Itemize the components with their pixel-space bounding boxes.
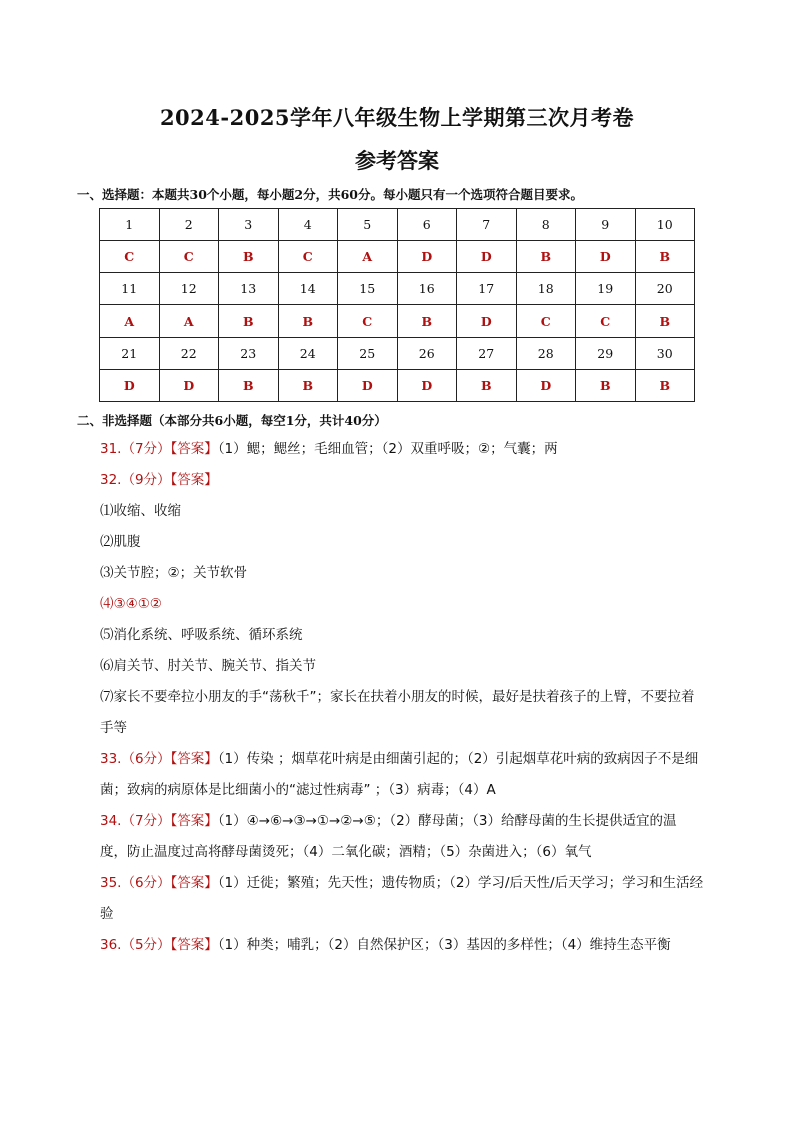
answer-text: ⑶关节腔；②；关节软骨 <box>100 565 248 581</box>
answer-cell: D <box>457 305 517 337</box>
section-2-heading: 二、非选择题（本部分共6小题，每空1分，共计40分） <box>77 413 387 428</box>
question-label: 33.（6分）【答案】 <box>100 751 218 767</box>
answer-cell: B <box>219 369 279 401</box>
question-number-cell: 12 <box>159 273 219 305</box>
answer-cell: C <box>159 241 219 273</box>
question-number-cell: 27 <box>457 337 517 369</box>
answer-line <box>100 465 730 496</box>
answer-line <box>100 496 730 527</box>
answer-text: ⑵肌腹 <box>100 534 141 550</box>
answer-text: （1）迁徙；繁殖；先天性；遗传物质；（2）学习/后天性/后天学习；学习和生活经 <box>217 875 704 891</box>
answer-table <box>99 208 695 402</box>
answer-line <box>100 930 730 961</box>
answer-line <box>100 899 730 930</box>
answer-cell: C <box>576 305 636 337</box>
answer-text: ⑹肩关节、肘关节、腕关节、指关节 <box>100 658 316 674</box>
answer-cell: B <box>635 369 695 401</box>
answer-cell: D <box>100 369 160 401</box>
answer-text: 验 <box>100 906 114 922</box>
answer-text: 度，防止温度过高将酵母菌烫死；（4）二氧化碳；酒精；（5）杂菌进入；（6）氧气 <box>100 844 592 860</box>
answer-row <box>100 241 695 273</box>
question-number-row <box>100 337 695 369</box>
question-number-cell: 9 <box>576 209 636 241</box>
answer-text: 手等 <box>100 720 127 736</box>
answer-line <box>100 620 730 651</box>
answer-line <box>100 527 730 558</box>
question-label: 34.（7分）【答案】 <box>100 813 218 829</box>
answer-line <box>100 651 730 682</box>
answer-cell: B <box>576 369 636 401</box>
answer-cell: D <box>397 369 457 401</box>
answer-line <box>100 806 730 837</box>
answer-cell: D <box>159 369 219 401</box>
question-number-cell: 7 <box>457 209 517 241</box>
answer-text: （1）种类；哺乳；（2）自然保护区；（3）基因的多样性；（4）维持生态平衡 <box>217 937 671 953</box>
question-number-cell: 30 <box>635 337 695 369</box>
question-number-cell: 18 <box>516 273 576 305</box>
question-number-cell: 8 <box>516 209 576 241</box>
answer-line <box>100 682 730 713</box>
question-number-cell: 16 <box>397 273 457 305</box>
question-number-cell: 2 <box>159 209 219 241</box>
question-number-cell: 13 <box>219 273 279 305</box>
question-label: 32.（9分）【答案】 <box>100 472 218 488</box>
answers-block <box>100 434 730 961</box>
question-number-cell: 14 <box>278 273 338 305</box>
question-label: 35.（6分）【答案】 <box>100 875 218 891</box>
answer-cell: C <box>516 305 576 337</box>
answer-cell: B <box>457 369 517 401</box>
question-number-cell: 25 <box>338 337 398 369</box>
question-number-cell: 1 <box>100 209 160 241</box>
answer-line <box>100 589 730 620</box>
answer-line <box>100 434 730 465</box>
answer-text: 菌；致病的病原体是比细菌小的“滤过性病毒” ；（3）病毒；（4）A <box>100 782 496 798</box>
question-number-cell: 3 <box>219 209 279 241</box>
question-number-cell: 4 <box>278 209 338 241</box>
question-number-cell: 22 <box>159 337 219 369</box>
answer-cell: B <box>278 305 338 337</box>
answer-cell: A <box>338 241 398 273</box>
answer-text: ⑴收缩、收缩 <box>100 503 181 519</box>
question-number-cell: 23 <box>219 337 279 369</box>
answer-cell: B <box>278 369 338 401</box>
answer-text: ⑺家长不要牵拉小朋友的手“荡秋千”；家长在扶着小朋友的时候，最好是扶着孩子的上臂，不要拉着 <box>100 689 695 705</box>
answer-cell: B <box>219 241 279 273</box>
answer-cell: D <box>516 369 576 401</box>
question-number-cell: 24 <box>278 337 338 369</box>
answer-cell: B <box>635 241 695 273</box>
page-subtitle: 参考答案 <box>355 148 439 173</box>
question-number-cell: 26 <box>397 337 457 369</box>
section-1-heading: 一、选择题：本题共30个小题，每小题2分，共60分。每小题只有一个选项符合题目要求。 <box>77 187 583 202</box>
page-title: 2024-2025学年八年级生物上学期第三次月考卷 <box>159 105 635 130</box>
question-number-cell: 11 <box>100 273 160 305</box>
answer-text: （1）鳃；鳃丝；毛细血管；（2）双重呼吸；②；气囊；两 <box>217 441 558 457</box>
answer-line <box>100 868 730 899</box>
question-number-cell: 29 <box>576 337 636 369</box>
answer-cell: D <box>576 241 636 273</box>
answer-cell: D <box>397 241 457 273</box>
answer-line <box>100 713 730 744</box>
question-number-cell: 6 <box>397 209 457 241</box>
answer-text: ⑷③④①② <box>100 596 162 612</box>
question-number-cell: 10 <box>635 209 695 241</box>
answer-cell: A <box>100 305 160 337</box>
answer-cell: D <box>457 241 517 273</box>
question-number-cell: 20 <box>635 273 695 305</box>
answer-cell: B <box>397 305 457 337</box>
question-number-row <box>100 273 695 305</box>
question-number-cell: 15 <box>338 273 398 305</box>
question-number-cell: 17 <box>457 273 517 305</box>
answer-cell: D <box>338 369 398 401</box>
answer-cell: C <box>338 305 398 337</box>
answer-line <box>100 775 730 806</box>
answer-text: （1）传染 ；烟草花叶病是由细菌引起的；（2）引起烟草花叶病的致病因子不是细 <box>217 751 699 767</box>
answer-cell: C <box>278 241 338 273</box>
answer-cell: B <box>516 241 576 273</box>
question-number-row <box>100 209 695 241</box>
question-label: 31.（7分）【答案】 <box>100 441 218 457</box>
answer-cell: C <box>100 241 160 273</box>
question-number-cell: 5 <box>338 209 398 241</box>
answer-cell: B <box>219 305 279 337</box>
answer-row <box>100 305 695 337</box>
question-number-cell: 21 <box>100 337 160 369</box>
answer-text: ⑸消化系统、呼吸系统、循环系统 <box>100 627 303 643</box>
answer-line <box>100 744 730 775</box>
question-number-cell: 28 <box>516 337 576 369</box>
question-label: 36.（5分）【答案】 <box>100 937 218 953</box>
answer-line <box>100 558 730 589</box>
answer-cell: B <box>635 305 695 337</box>
answer-cell: A <box>159 305 219 337</box>
answer-line <box>100 837 730 868</box>
question-number-cell: 19 <box>576 273 636 305</box>
answer-row <box>100 369 695 401</box>
answer-text: （1）④→⑥→③→①→②→⑤；（2）酵母菌；（3）给酵母菌的生长提供适宜的温 <box>217 813 677 829</box>
